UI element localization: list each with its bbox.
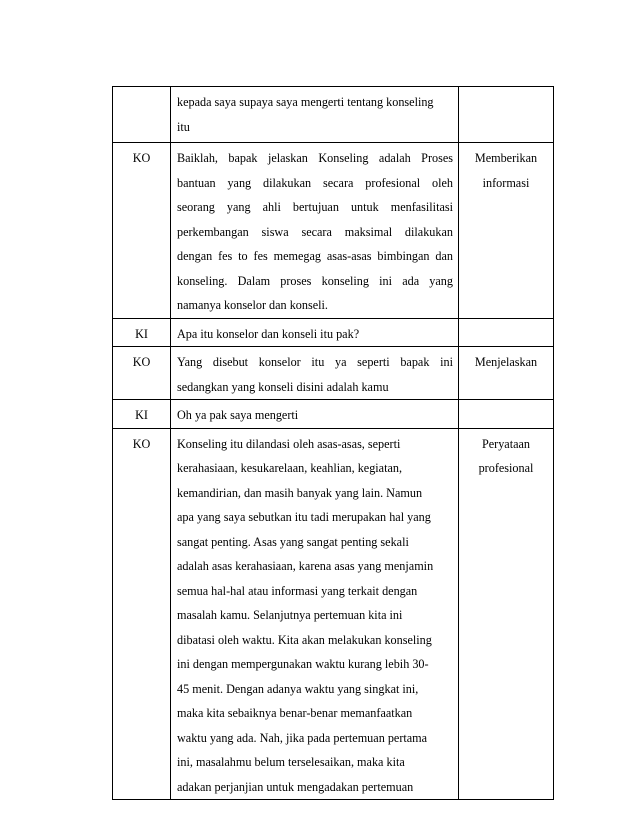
note-cell bbox=[459, 400, 554, 429]
note-line: informasi bbox=[482, 175, 530, 190]
note-cell bbox=[459, 87, 554, 143]
table-row bbox=[113, 87, 554, 143]
speaker-cell: KO bbox=[113, 143, 171, 319]
utterance-line: Yang disebut konselor itu ya seperti bapak ini bbox=[177, 355, 453, 369]
table-row bbox=[113, 428, 554, 800]
utterance-line: ini, masalahmu belum terselesaikan, maka kita bbox=[177, 755, 405, 769]
utterance-line: adalah asas kerahasiaan, karena asas yang menjamin bbox=[177, 559, 434, 573]
utterance-cell bbox=[171, 87, 459, 143]
table-row bbox=[113, 143, 554, 319]
utterance-cell bbox=[171, 347, 459, 400]
note-line: profesional bbox=[478, 461, 534, 475]
utterance-line: itu bbox=[177, 119, 190, 134]
dialog-table bbox=[112, 86, 554, 800]
speaker-cell: KI bbox=[113, 318, 171, 347]
note-line: Menjelaskan bbox=[474, 355, 538, 369]
utterance-line: namanya konselor dan konseli. bbox=[177, 298, 328, 312]
speaker-cell: KI bbox=[113, 400, 171, 429]
utterance-line: masalah kamu. Selanjutnya pertemuan kita ini bbox=[177, 608, 403, 622]
utterance-line: semua hal-hal atau informasi yang terkait dengan bbox=[177, 583, 418, 598]
dialog-table-body bbox=[113, 87, 554, 800]
utterance-line: sangat penting. Asas yang sangat penting sekali bbox=[177, 534, 409, 549]
utterance-cell bbox=[171, 400, 459, 429]
note-cell bbox=[459, 318, 554, 347]
note-cell bbox=[459, 347, 554, 400]
utterance-line: kepada saya supaya saya mengerti tentang konseling bbox=[177, 95, 434, 109]
note-line: Memberikan bbox=[474, 151, 538, 165]
utterance-line: konseling. Dalam proses konseling ini ada yang bbox=[177, 273, 453, 288]
speaker-cell: KO bbox=[113, 428, 171, 800]
utterance-line: maka kita sebaiknya benar-benar memanfaatkan bbox=[177, 706, 413, 720]
table-row bbox=[113, 318, 554, 347]
utterance-line: Apa itu konselor dan konseli itu pak? bbox=[177, 326, 360, 341]
utterance-line: ini dengan mempergunakan waktu kurang lebih 30- bbox=[177, 657, 429, 671]
speaker-cell: KO bbox=[113, 347, 171, 400]
utterance-line: waktu yang ada. Nah, jika pada pertemuan pertama bbox=[177, 730, 428, 745]
utterance-line: Konseling itu dilandasi oleh asas-asas, seperti bbox=[177, 436, 401, 451]
table-row bbox=[113, 347, 554, 400]
note-cell bbox=[459, 143, 554, 319]
utterance-line: perkembangan siswa secara maksimal dilakukan bbox=[177, 224, 453, 239]
speaker-cell bbox=[113, 87, 171, 143]
utterance-line: dengan fes to fes memegag asas-asas bimbingan dan bbox=[177, 249, 453, 263]
utterance-line: dibatasi oleh waktu. Kita akan melakukan konseling bbox=[177, 632, 432, 647]
utterance-line: apa yang saya sebutkan itu tadi merupakan hal yang bbox=[177, 510, 431, 524]
utterance-line: Baiklah, bapak jelaskan Konseling adalah Proses bbox=[177, 151, 453, 165]
note-cell bbox=[459, 428, 554, 800]
utterance-line: seorang yang ahli bertujuan untuk menfasilitasi bbox=[177, 200, 453, 214]
utterance-line: kemandirian, dan masih banyak yang lain. Namun bbox=[177, 485, 423, 500]
utterance-line: adakan perjanjian untuk mengadakan pertemuan bbox=[177, 779, 414, 794]
utterance-line: Oh ya pak saya mengerti bbox=[177, 408, 299, 422]
note-line: Peryataan bbox=[481, 436, 531, 451]
utterance-cell bbox=[171, 143, 459, 319]
utterance-line: bantuan yang dilakukan secara profesional oleh bbox=[177, 175, 453, 190]
utterance-line: 45 menit. Dengan adanya waktu yang singkat ini, bbox=[177, 681, 419, 696]
utterance-cell bbox=[171, 428, 459, 800]
utterance-line: sedangkan yang konseli disini adalah kamu bbox=[177, 379, 389, 394]
table-row bbox=[113, 400, 554, 429]
utterance-line: kerahasiaan, kesukarelaan, keahlian, kegiatan, bbox=[177, 461, 403, 475]
utterance-cell bbox=[171, 318, 459, 347]
